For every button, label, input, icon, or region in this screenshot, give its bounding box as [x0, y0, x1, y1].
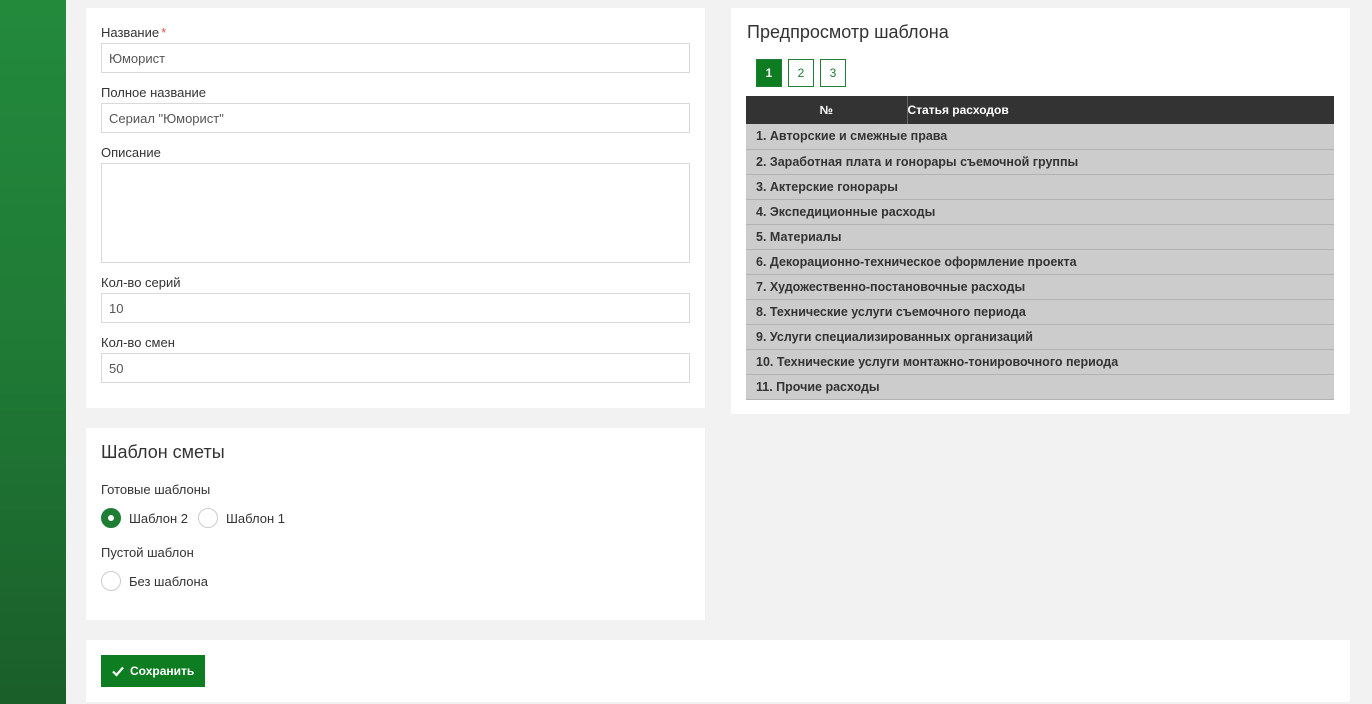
table-header-row: [746, 96, 1334, 124]
table-cell: 10. Технические услуги монтажно-тонировочного периода: [746, 349, 1334, 374]
radio-template-1[interactable]: [198, 508, 285, 528]
radio-no-template[interactable]: [101, 571, 208, 591]
table-cell: 8. Технические услуги съемочного периода: [746, 299, 1334, 324]
name-label: Название *: [101, 25, 167, 40]
table-cell: 11. Прочие расходы: [746, 374, 1334, 399]
template-preview-panel: [731, 8, 1350, 414]
description-textarea[interactable]: [101, 163, 690, 263]
table-row: [746, 224, 1334, 249]
fullname-input[interactable]: [101, 103, 690, 133]
actions-panel: [86, 640, 1350, 702]
preview-table: [746, 96, 1334, 400]
radio-label: Шаблон 2: [129, 510, 188, 526]
table-cell: 7. Художественно-постановочные расходы: [746, 274, 1334, 299]
column-header-number: №: [746, 96, 907, 124]
table-row: [746, 174, 1334, 199]
save-button-label: Сохранить: [130, 664, 195, 678]
table-cell: 3. Актерские гонорары: [746, 174, 1334, 199]
radio-unchecked-icon: [101, 571, 121, 591]
table-row: [746, 149, 1334, 174]
radio-checked-icon: [101, 508, 121, 528]
table-cell: 6. Декорационно-техническое оформление проекта: [746, 249, 1334, 274]
column-header-item: Статья расходов: [907, 96, 1334, 124]
fullname-label: Полное название: [101, 85, 207, 100]
page-button-1[interactable]: 1: [756, 59, 782, 87]
ready-templates-label: Готовые шаблоны: [101, 482, 211, 497]
episodes-input[interactable]: [101, 293, 690, 323]
table-row: [746, 274, 1334, 299]
shifts-label: Кол-во смен: [101, 335, 175, 350]
table-row: [746, 299, 1334, 324]
series-form-panel: [86, 8, 705, 408]
table-row: [746, 349, 1334, 374]
table-row: [746, 249, 1334, 274]
table-cell: 5. Материалы: [746, 224, 1334, 249]
required-marker: *: [161, 25, 167, 40]
table-cell: 1. Авторские и смежные права: [746, 124, 1334, 149]
name-input[interactable]: [101, 43, 690, 73]
preview-title: Предпросмотр шаблона: [747, 22, 949, 42]
page-button-3[interactable]: 3: [820, 59, 846, 87]
check-icon: [112, 665, 124, 677]
episodes-label: Кол-во серий: [101, 275, 181, 290]
table-row: [746, 124, 1334, 149]
empty-template-label: Пустой шаблон: [101, 545, 194, 560]
radio-template-2[interactable]: [101, 508, 188, 528]
table-row: [746, 324, 1334, 349]
table-row: [746, 374, 1334, 399]
radio-label: Шаблон 1: [226, 510, 285, 526]
table-cell: 4. Экспедиционные расходы: [746, 199, 1334, 224]
description-label: Описание: [101, 145, 161, 160]
estimate-template-panel: [86, 428, 705, 620]
sidebar: [0, 0, 66, 704]
radio-label: Без шаблона: [129, 573, 208, 589]
preview-pagination: [756, 59, 846, 87]
shifts-input[interactable]: [101, 353, 690, 383]
radio-unchecked-icon: [198, 508, 218, 528]
table-cell: 2. Заработная плата и гонорары съемочной группы: [746, 149, 1334, 174]
table-row: [746, 199, 1334, 224]
table-cell: 9. Услуги специализированных организаций: [746, 324, 1334, 349]
page-button-2[interactable]: 2: [788, 59, 814, 87]
template-title: Шаблон сметы: [101, 442, 225, 462]
save-button[interactable]: [101, 655, 205, 687]
